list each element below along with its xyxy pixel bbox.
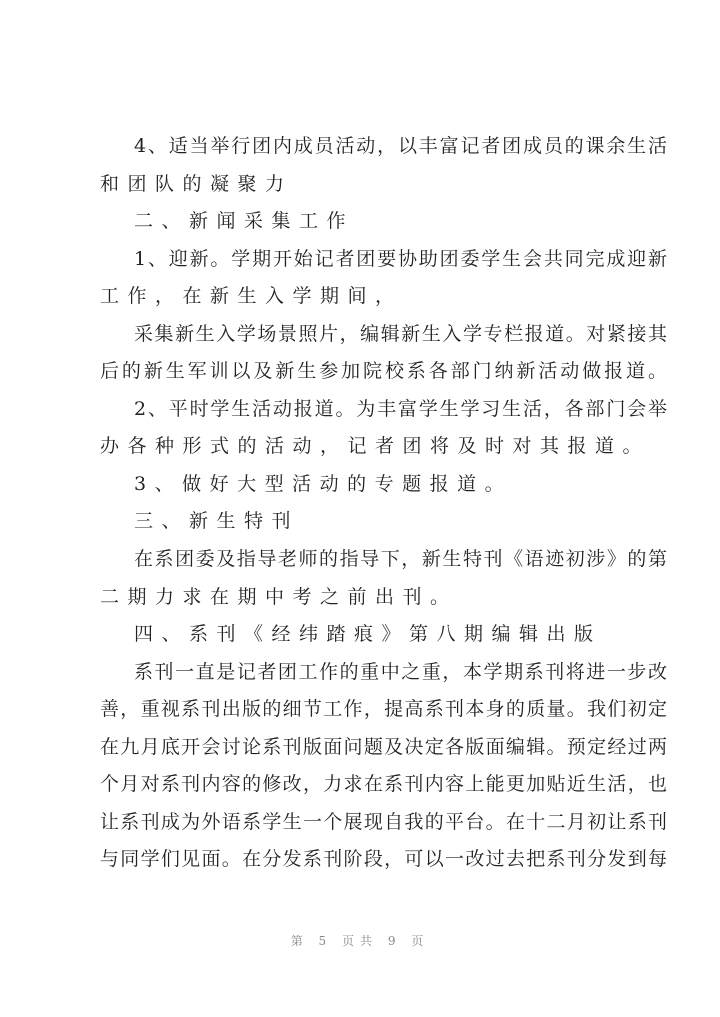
- text-line: 与同学们见面。在分发系刊阶段，可以一改过去把系刊分发到每: [100, 848, 667, 871]
- text-line: 在九月底开会讨论系刊版面问题及决定各版面编辑。预定经过两: [100, 735, 667, 758]
- page-footer: 第 5 页共 9 页: [290, 934, 430, 948]
- text-line: 3、做好大型活动的专题报道。: [134, 472, 513, 495]
- text-line: 善，重视系刊出版的细节工作，提高系刊本身的质量。我们初定: [100, 698, 667, 721]
- text-line: 个月对系刊内容的修改，力求在系刊内容上能更加贴近生活，也: [100, 773, 667, 796]
- text-line: 办各种形式的活动，记者团将及时对其报道。: [100, 435, 651, 458]
- text-line: 4、适当举行团内成员活动，以丰富记者团成员的课余生活: [134, 135, 667, 157]
- text-line: 在系团委及指导老师的指导下，新生特刊《语迹初涉》的第: [134, 548, 667, 571]
- text-line: 系刊一直是记者团工作的重中之重，本学期系刊将进一步改: [134, 660, 667, 683]
- text-line: 2、平时学生活动报道。为丰富学生学习生活，各部门会举: [134, 397, 667, 420]
- text-line: 二、新闻采集工作: [134, 210, 355, 233]
- text-line: 让系刊成为外语系学生一个展现自我的平台。在十二月初让系刊: [100, 810, 667, 833]
- document-body: [100, 128, 667, 879]
- text-line: 和团队的凝聚力: [100, 172, 293, 195]
- text-line: 二期力求在期中考之前出刊。: [100, 585, 458, 608]
- text-line: 1、迎新。学期开始记者团要协助团委学生会共同完成迎新: [134, 247, 667, 270]
- text-line: 三、新生特刊: [134, 510, 300, 533]
- text-line: 四、系刊《经纬踏痕》第八期编辑出版: [134, 623, 602, 646]
- text-line: 工作，在新生入学期间，: [100, 285, 403, 308]
- text-line: 采集新生入学场景照片，编辑新生入学专栏报道。对紧接其: [134, 322, 667, 345]
- text-line: 后的新生军训以及新生参加院校系各部门纳新活动做报道。: [100, 360, 667, 383]
